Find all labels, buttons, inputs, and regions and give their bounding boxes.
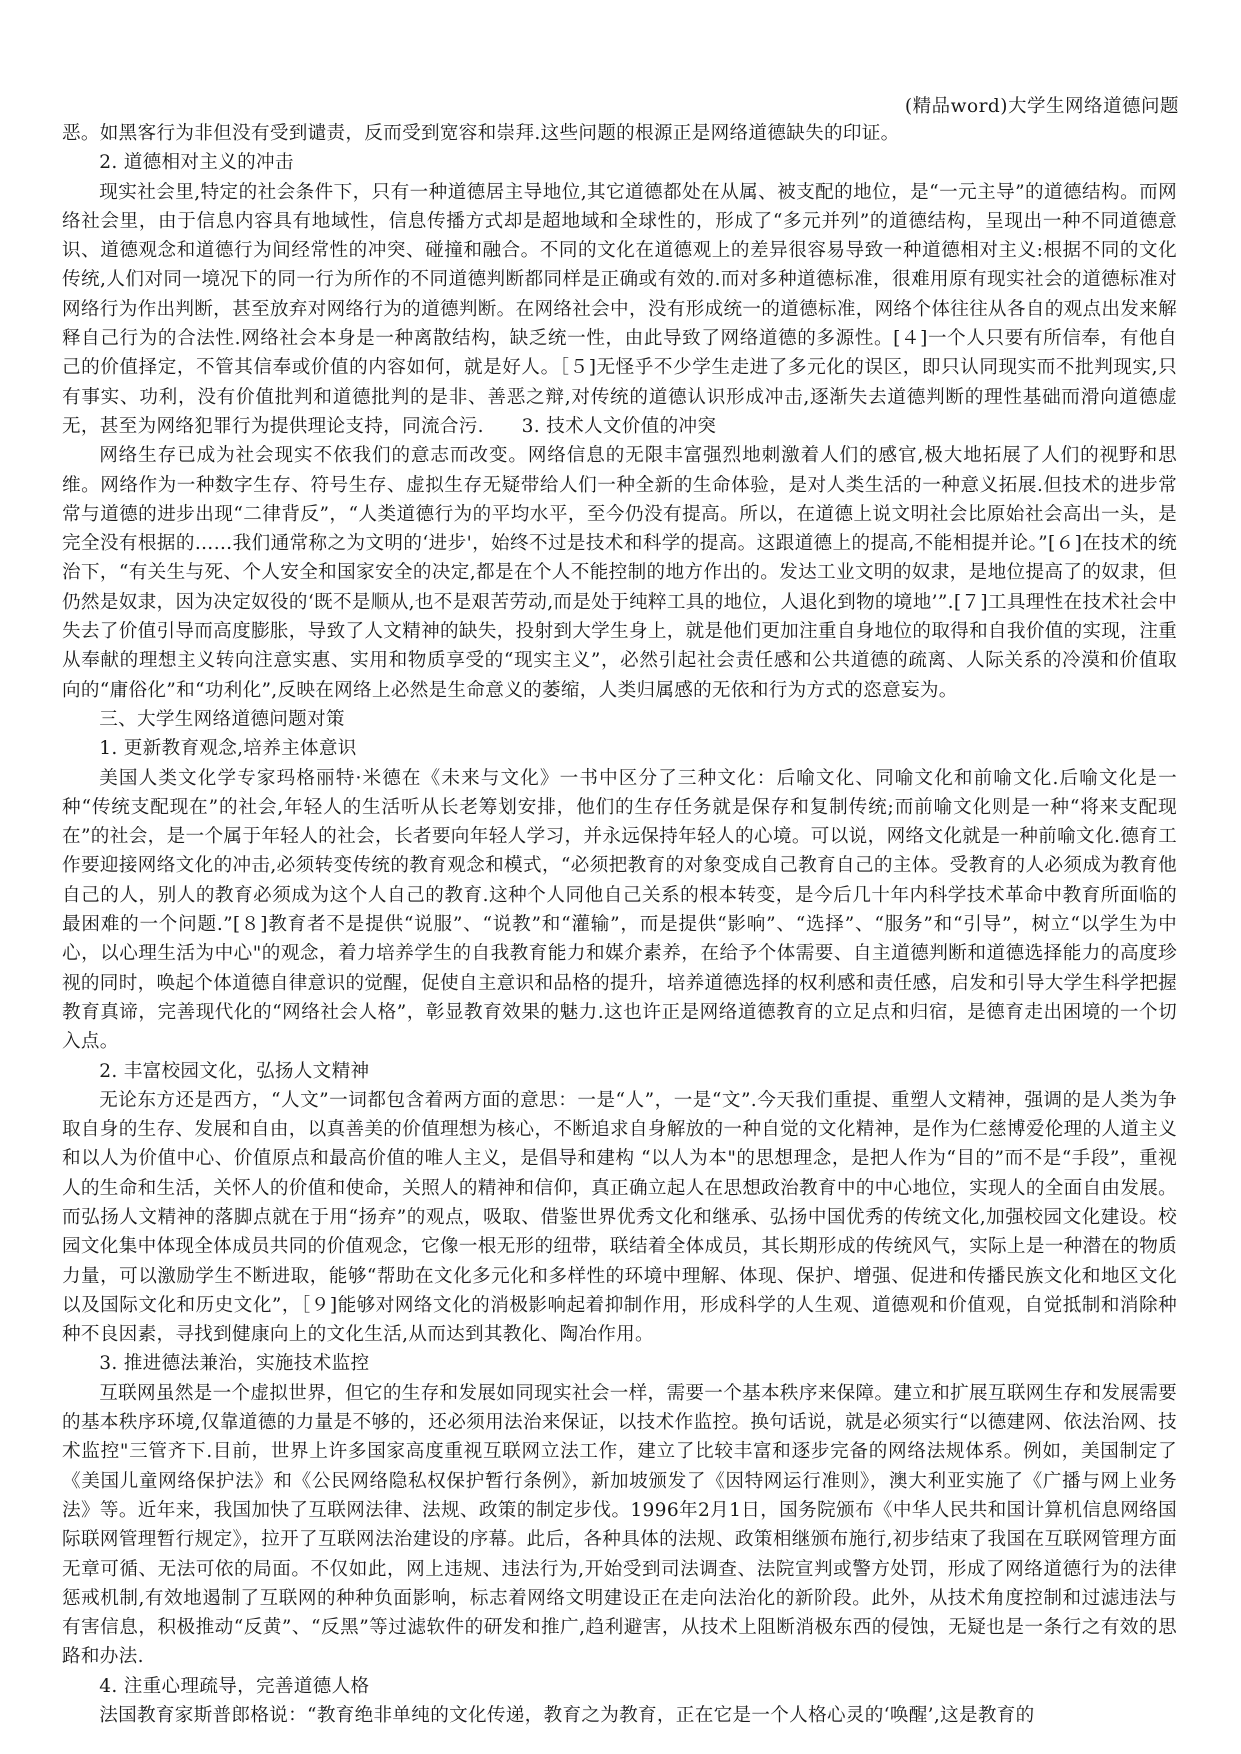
section-heading: 三、大学生网络道德问题对策 bbox=[99, 708, 345, 730]
document-body bbox=[62, 119, 1177, 1730]
paragraph: 美国人类文化学专家玛格丽特·米德在《未来与文化》一书中区分了三种文化：后喻文化、同喻文化和前喻文化.后喻文化是一种“传统支配现在”的社会,年轻人的生活听从长老筹划安排，他们的生存任务就是保存和复制传统;而前喻文化则是一种“将来支配现在”的社会，是一个属于年轻人的社会，长者要向年轻人学习，并永远保持年轻人的心境。可以说，网络文化就是一种前喻文化.德育工作要迎接网络文化的冲击,必须转变传统的教育观念和模式，“必须把教育的对象变成自己教育自己的主体。受教育的人必须成为教育他自己的人，别人的教育必须成为这个人自己的教育.这种个人同他自己关系的根本转变，是今后几十年内科学技术革命中教育所面临的最困难的一个问题.”[８]教育者不是提供“说服”、“说教”和“灌输”，而是提供“影响”、“选择”、“服务”和“引导”，树立“以学生为中心，以心理生活为中心"的观念，着力培养学生的自我教育能力和媒介素养，在给予个体需要、自主道德判断和道德选择能力的高度珍视的同时，唤起个体道德自律意识的觉醒，促使自主意识和品格的提升，培养道德选择的权利感和责任感，启发和引导大学生科学把握教育真谛，完善现代化的“网络社会人格”，彰显教育效果的魅力.这也许正是网络道德教育的立足点和归宿，是德育走出困境的一个切入点。 bbox=[62, 767, 1177, 1053]
paragraph: 法国教育家斯普郎格说：“教育绝非单纯的文化传递，教育之为教育，正在它是一个人格心灵的‘唤醒’,这是教育的 bbox=[99, 1705, 1035, 1727]
section-heading: 3. 推进德法兼治，实施技术监控 bbox=[99, 1353, 370, 1375]
paragraph: 互联网虽然是一个虚拟世界，但它的生存和发展如同现实社会一样，需要一个基本秩序来保障。建立和扩展互联网生存和发展需要的基本秩序环境,仅靠道德的力量是不够的，还必须用法治来保证，以技术作监控。换句话说，就是必须实行“以德建网、依法治网、技术监控"三管齐下.目前，世界上许多国家高度重视互联网立法工作，建立了比较丰富和逐步完备的网络法规体系。例如，美国制定了《美国儿童网络保护法》和《公民网络隐私权保护暂行条例》，新加坡颁发了《因特网运行准则》，澳大利亚实施了《广播与网上业务法》等。近年来，我国加快了互联网法律、法规、政策的制定步伐。1996年2月1日，国务院颁布《中华人民共和国计算机信息网络国际联网管理暂行规定》，拉开了互联网法治建设的序幕。此后，各种具体的法规、政策相继颁布施行,初步结束了我国在互联网管理方面无章可循、无法可依的局面。不仅如此，网上违规、违法行为,开始受到司法调查、法院宣判或警方处罚，形成了网络道德行为的法律惩戒机制,有效地遏制了互联网的种种负面影响，标志着网络文明建设正在走向法治化的新阶段。此外，从技术角度控制和过滤违法与有害信息，积极推动“反黄”、“反黑”等过滤软件的研发和推广,趋利避害，从技术上阻断消极东西的侵蚀，无疑也是一条行之有效的思路和办法. bbox=[62, 1382, 1177, 1668]
paragraph: 网络生存已成为社会现实不依我们的意志而改变。网络信息的无限丰富强烈地刺激着人们的感官,极大地拓展了人们的视野和思维。网络作为一种数字生存、符号生存、虚拟生存无疑带给人们一种全新的生命体验，是对人类生活的一种意义拓展.但技术的进步常常与道德的进步出现“二律背反”，“人类道德行为的平均水平，至今仍没有提高。所以，在道德上说文明社会比原始社会高出一头，是完全没有根据的……我们通常称之为文明的‘进步'，始终不过是技术和科学的提高。这跟道德上的提高,不能相提并论。”[６]在技术的统治下，“有关生与死、个人安全和国家安全的决定,都是在个人不能控制的地方作出的。发达工业文明的奴隶，是地位提高了的奴隶，但仍然是奴隶，因为决定奴役的‘既不是顺从,也不是艰苦劳动,而是处于纯粹工具的地位，人退化到物的境地’”.[７]工具理性在技术社会中失去了价值引导而高度膨胀，导致了人文精神的缺失，投射到大学生身上，就是他们更加注重自身地位的取得和自我价值的实现，注重从奉献的理想主义转向注意实惠、实用和物质享受的“现实主义”，必然引起社会责任感和公共道德的疏离、人际关系的冷漠和价值取向的“庸俗化”和“功利化”,反映在网络上必然是生命意义的萎缩，人类归属感的无依和行为方式的恣意妄为。 bbox=[62, 445, 1177, 701]
document-header-title: (精品word)大学生网络道德问题 bbox=[904, 96, 1179, 117]
section-heading: 2. 丰富校园文化，弘扬人文精神 bbox=[99, 1060, 370, 1082]
paragraph: 恶。如黑客行为非但没有受到谴责，反而受到宽容和崇拜.这些问题的根源正是网络道德缺失的印证。 bbox=[62, 123, 900, 144]
section-heading: 1. 更新教育观念,培养主体意识 bbox=[99, 738, 357, 760]
section-heading: 2. 道德相对主义的冲击 bbox=[99, 152, 294, 174]
section-heading: 4. 注重心理疏导，完善道德人格 bbox=[99, 1675, 370, 1697]
paragraph: 无论东方还是西方，“人文”一词都包含着两方面的意思：一是“人”，一是“文”.今天我们重提、重塑人文精神，强调的是人类为争取自身的生存、发展和自由，以真善美的价值理想为核心，不断追求自身解放的一种自觉的文化精神，是作为仁慈博爱伦理的人道主义和以人为价值中心、价值原点和最高价值的唯人主义，是倡导和建构 “以人为本"的思想理念，是把人作为“目的”而不是“手段”，重视人的生命和生活，关怀人的价值和使命，关照人的精神和信仰，真正确立起人在思想政治教育中的中心地位，实现人的全面自由发展。而弘扬人文精神的落脚点就在于用“扬弃”的观点，吸取、借鉴世界优秀文化和继承、弘扬中国优秀的传统文化,加强校园文化建设。校园文化集中体现全体成员共同的价值观念，它像一根无形的纽带，联结着全体成员，其长期形成的传统风气，实际上是一种潜在的物质力量，可以激励学生不断进取，能够“帮助在文化多元化和多样性的环境中理解、体现、保护、增强、促进和传播民族文化和地区文化以及国际文化和历史文化”，［９]能够对网络文化的消极影响起着抑制作用，形成科学的人生观、道德观和价值观，自觉抵制和消除种种不良因素，寻找到健康向上的文化生活,从而达到其教化、陶冶作用。 bbox=[62, 1089, 1177, 1346]
paragraph: 现实社会里,特定的社会条件下，只有一种道德居主导地位,其它道德都处在从属、被支配的地位，是“一元主导”的道德结构。而网络社会里，由于信息内容具有地域性，信息传播方式却是超地域和全球性的，形成了“多元并列”的道德结构，呈现出一种不同道德意识、道德观念和道德行为间经常性的冲突、碰撞和融合。不同的文化在道德观上的差异很容易导致一种道德相对主义:根据不同的文化传统,人们对同一境况下的同一行为所作的不同道德判断都同样是正确或有效的.而对多种道德标准，很难用原有现实社会的道德标准对网络行为作出判断，甚至放弃对网络行为的道德判断。在网络社会中，没有形成统一的道德标准，网络个体往往从各自的观点出发来解释自己行为的合法性.网络社会本身是一种离散结构，缺乏统一性，由此导致了网络道德的多源性。[４]一个人只要有所信奉，有他自己的价值择定，不管其信奉或价值的内容如何，就是好人。［５]无怪乎不少学生走进了多元化的误区，即只认同现实而不批判现实,只有事实、功利，没有价值批判和道德批判的是非、善恶之辩,对传统的道德认识形成冲击,逐渐失去道德判断的理性基础而滑向道德虚无，甚至为网络犯罪行为提供理论支持，同流合污. 3. 技术人文价值的冲突 bbox=[62, 181, 1177, 437]
